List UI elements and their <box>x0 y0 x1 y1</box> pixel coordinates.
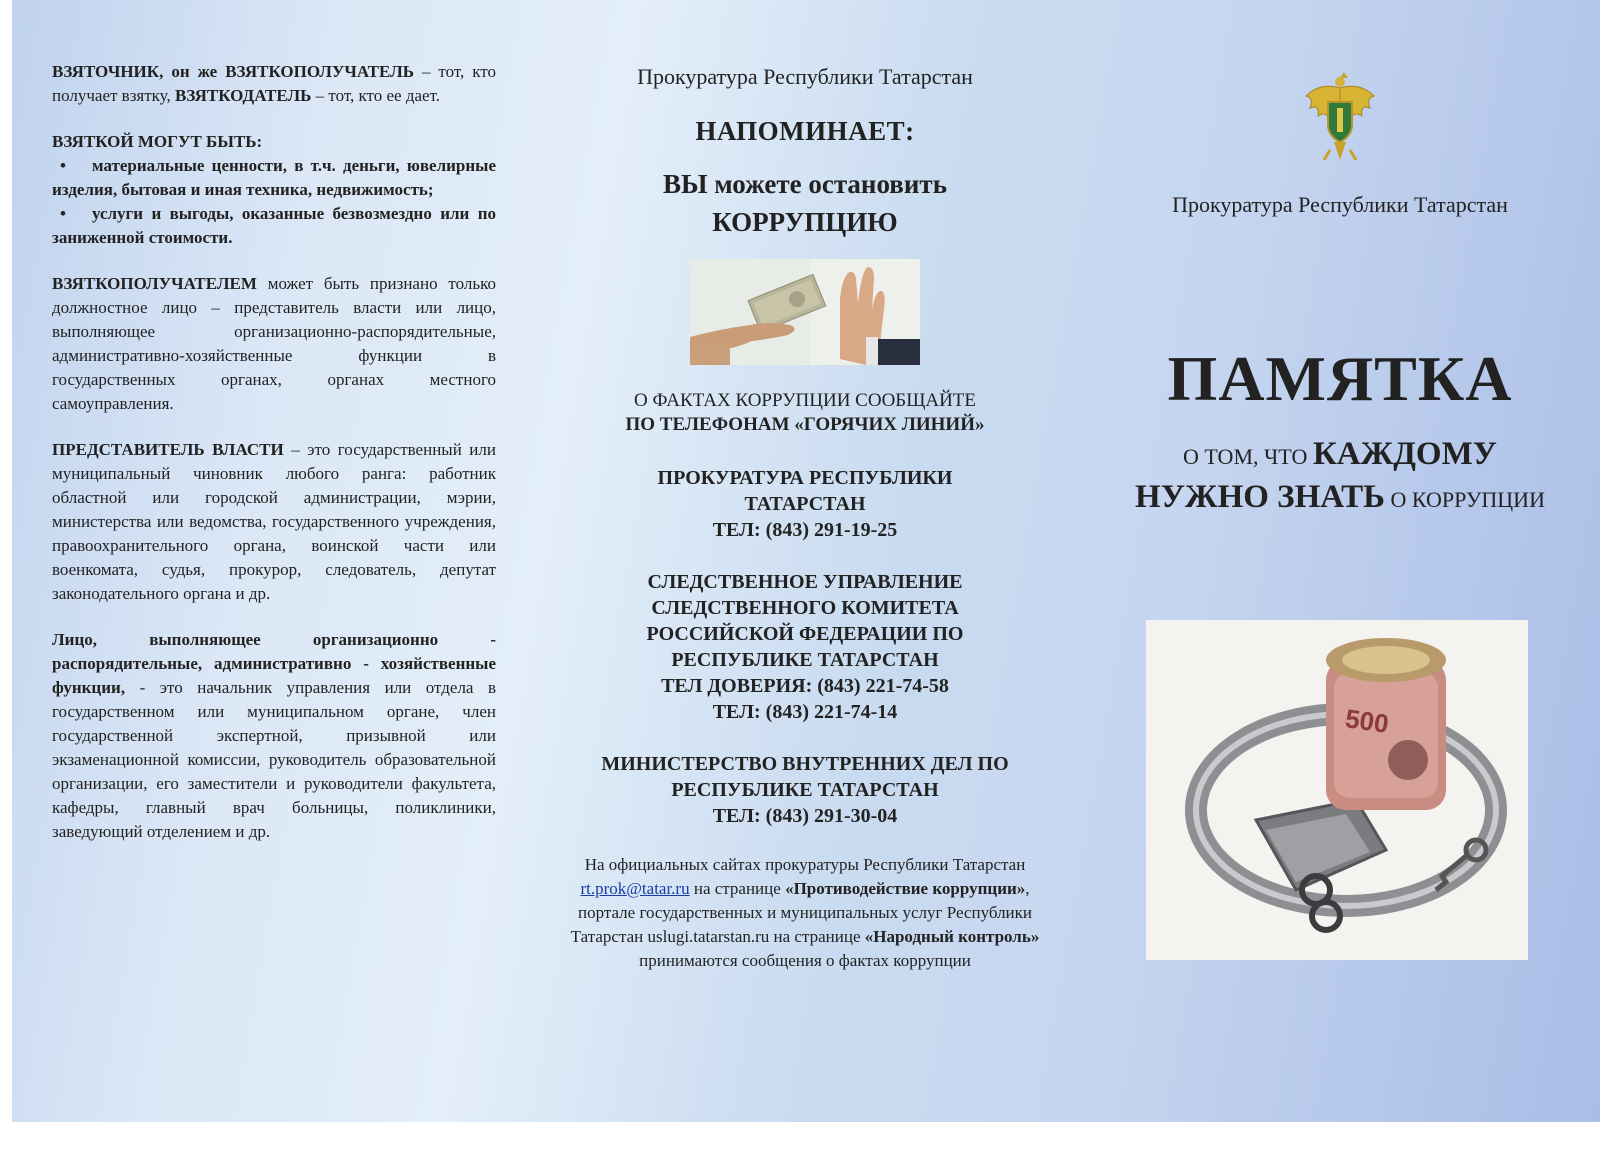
definition-administrative-person: Лицо, выполняющее организационно - распорядительные, административно - хозяйственные функции, - это начальник управления или отдела в государственном или муниципальном органе, член государственной экспертной, призывной или экзаменационной комиссии, руководитель образовательной организации, его заместители и руководители факультета, кафедры, главный врач больницы, поликлиники, заведующий отделением и др. <box>52 630 496 841</box>
contact-prosecutor: ПРОКУРАТУРА РЕСПУБЛИКИ ТАТАРСТАН ТЕЛ: (843) 291-19-25 <box>657 467 953 541</box>
refusing-bribe-photo <box>690 259 920 365</box>
contact-investigative-committee: СЛЕДСТВЕННОЕ УПРАВЛЕНИЕ СЛЕДСТВЕННОГО КОМИТЕТА РОССИЙСКОЙ ФЕДЕРАЦИИ ПО РЕСПУБЛИКЕ ТАТАРСТАН ТЕЛ ДОВЕРИЯ: (843) 221-74-58 ТЕЛ: (843) 221-74-14 <box>646 571 964 723</box>
official-sites-note: На официальных сайтах прокуратуры Республики Татарстан rt.prok@tatar.ru на странице «Противодействие коррупции», портале государственных и муниципальных услуг Республики Татарстан uslugi.tatarstan.ru на странице «Народный контроль» принимаются сообщения о фактах коррупции <box>570 855 1040 970</box>
page-margin <box>0 1122 1600 1162</box>
definition-authority-representative: ПРЕДСТАВИТЕЛЬ ВЛАСТИ – это государственный или муниципальный чиновник любого ранга: работник областной или городской администрации, мэрии, министерства или ведомства, государственного учреждения, правоохранительного органа, воинской части или военкомата, судья, прокурор, следователь, депутат законодательного органа и др. <box>52 440 496 603</box>
left-column <box>52 60 496 866</box>
middle-column <box>560 60 1050 973</box>
hotline-intro: О ФАКТАХ КОРРУПЦИИ СООБЩАЙТЕ ПО ТЕЛЕФОНАМ «ГОРЯЧИХ ЛИНИЙ» <box>625 390 985 435</box>
banknote-denomination: 500 <box>1343 703 1391 739</box>
prosecutor-office-name-cover: Прокуратура Республики Татарстан <box>1172 192 1508 217</box>
right-column <box>1090 60 1590 520</box>
prosecutor-office-name: Прокуратура Республики Татарстан <box>637 64 973 89</box>
bullet: • <box>60 156 66 175</box>
prosecutor-emblem-icon <box>1300 68 1380 168</box>
definition-bribe-taker: ВЗЯТОЧНИК, он же ВЗЯТКОПОЛУЧАТЕЛЬ – тот, кто получает взятку, ВЗЯТКОДАТЕЛЬ – тот, кто ее дает. <box>52 62 496 105</box>
bullet: • <box>60 204 66 223</box>
leaflet-title: ПАМЯТКА <box>1167 343 1513 414</box>
leaflet-subtitle: О ТОМ, ЧТО КАЖДОМУ НУЖНО ЗНАТЬ О КОРРУПЦИИ <box>1135 436 1545 515</box>
bribe-types-heading: ВЗЯТКОЙ МОГУТ БЫТЬ: <box>52 132 263 151</box>
stop-corruption-heading: ВЫ можете остановить КОРРУПЦИЮ <box>663 169 947 237</box>
list-item: • материальные ценности, в т.ч. деньги, ювелирные изделия, бытовая и иная техника, недвижимость; <box>52 156 496 199</box>
bribe-types-section <box>52 130 496 250</box>
reminds-heading: НАПОМИНАЕТ: <box>695 116 915 146</box>
contact-interior-ministry: МИНИСТЕРСТВО ВНУТРЕННИХ ДЕЛ ПО РЕСПУБЛИКЕ ТАТАРСТАН ТЕЛ: (843) 291-30-04 <box>601 753 1009 827</box>
definition-official: ВЗЯТКОПОЛУЧАТЕЛЕМ может быть признано только должностное лицо – представитель власти или лицо, выполняющее организационно-распорядительные, административно-хозяйственные функции в государственных органах, органах местного самоуправления. <box>52 274 496 413</box>
prosecutor-email-link[interactable]: rt.prok@tatar.ru <box>580 879 690 898</box>
handcuffs-money-photo <box>1146 620 1528 960</box>
bribe-types-list <box>52 154 496 250</box>
list-item: • услуги и выгоды, оказанные безвозмездно или по заниженной стоимости. <box>52 204 496 247</box>
